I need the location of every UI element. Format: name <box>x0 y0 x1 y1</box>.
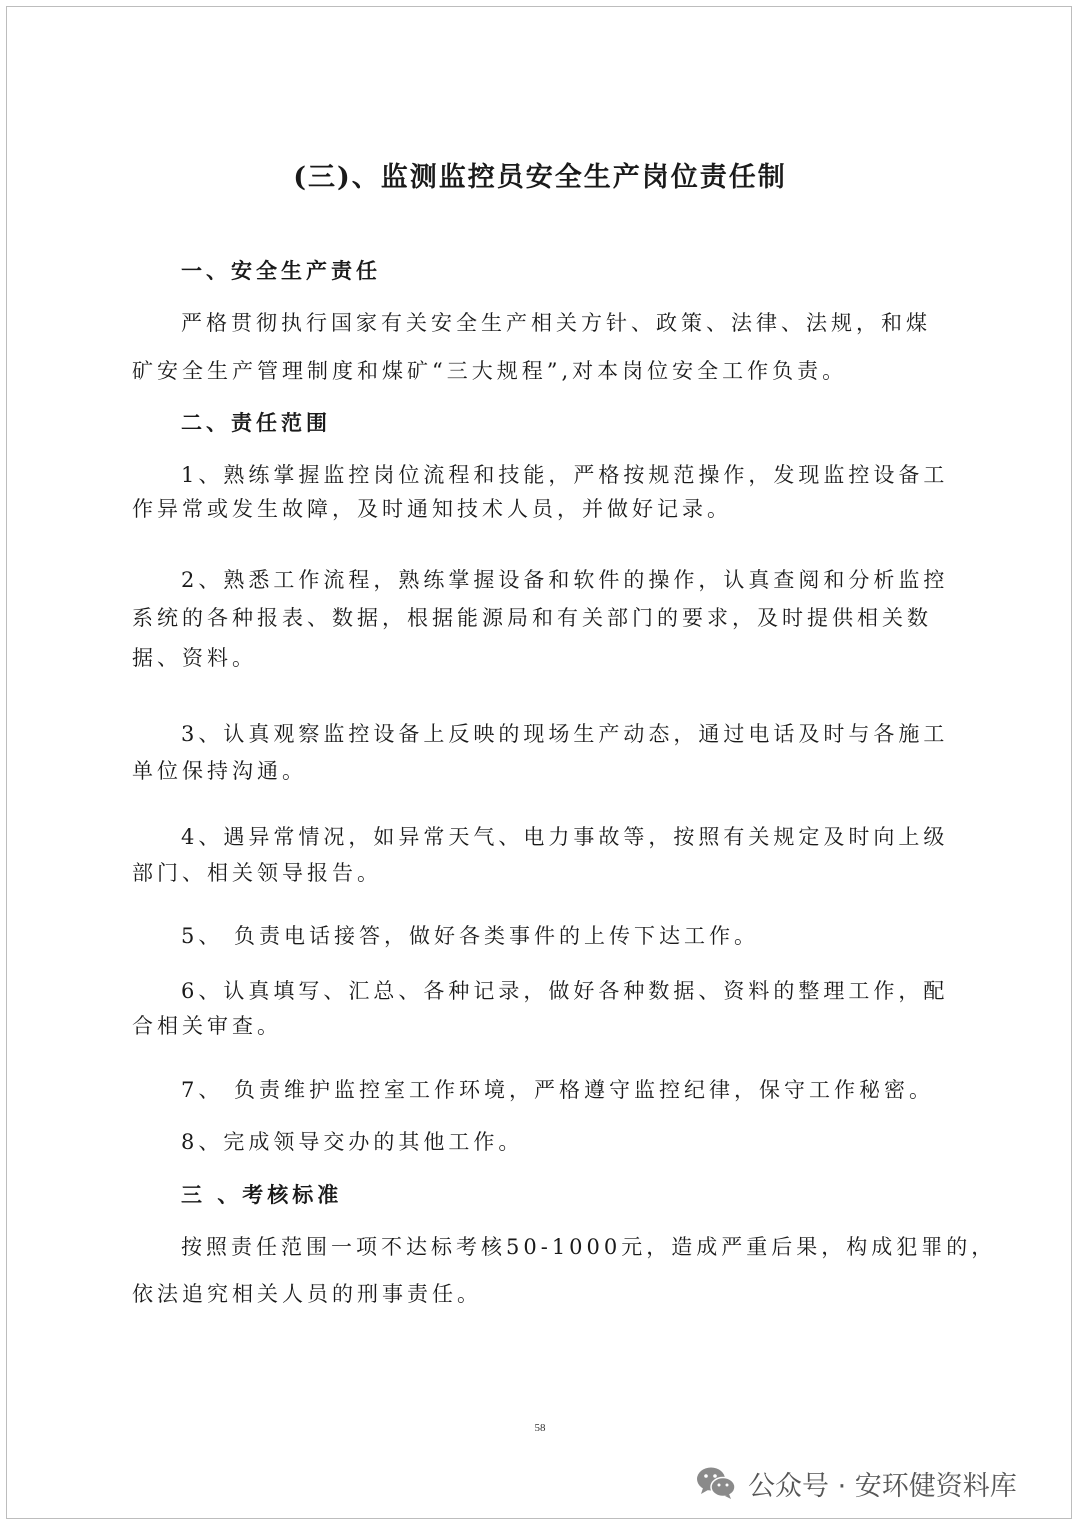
list-item-line: 作异常或发生故障，及时通知技术人员，并做好记录。 <box>132 497 732 521</box>
list-item-line: 3、认真观察监控设备上反映的现场生产动态，通过电话及时与各施工 <box>181 722 949 746</box>
watermark <box>696 1460 1017 1506</box>
section-heading-assessment: 三 、考核标准 <box>181 1182 343 1207</box>
list-item-line: 1、熟练掌握监控岗位流程和技能，严格按规范操作，发现监控设备工 <box>181 463 949 487</box>
paragraph-line: 按照责任范围一项不达标考核50-1000元，造成严重后果，构成犯罪的， <box>181 1235 997 1259</box>
list-item-line: 2、熟悉工作流程，熟练掌握设备和软件的操作，认真查阅和分析监控 <box>181 568 949 592</box>
section-heading-responsibility: 一、安全生产责任 <box>181 258 381 283</box>
list-item-line: 单位保持沟通。 <box>132 759 307 783</box>
list-item-line: 合相关审查。 <box>132 1014 282 1038</box>
list-item-line: 7、 负责维护监控室工作环境，严格遵守监控纪律，保守工作秘密。 <box>181 1078 935 1102</box>
section-heading-scope: 二、责任范围 <box>181 410 331 435</box>
list-item-line: 据、资料。 <box>132 646 257 670</box>
paragraph-line: 矿安全生产管理制度和煤矿“三大规程”,对本岗位安全工作负责。 <box>132 359 848 383</box>
paragraph-line: 依法追究相关人员的刑事责任。 <box>132 1282 482 1306</box>
document-title: (三)、监测监控员安全生产岗位责任制 <box>293 162 787 193</box>
list-item-line: 8、完成领导交办的其他工作。 <box>181 1130 524 1154</box>
wechat-icon <box>696 1466 736 1500</box>
list-item-line: 5、 负责电话接答，做好各类事件的上传下达工作。 <box>181 924 760 948</box>
page-number: 58 <box>534 1422 546 1434</box>
list-item-line: 4、遇异常情况，如异常天气、电力事故等，按照有关规定及时向上级 <box>181 825 949 849</box>
watermark-text: 公众号 · 安环健资料库 <box>748 1470 1017 1502</box>
list-item-line: 6、认真填写、汇总、各种记录，做好各种数据、资料的整理工作，配 <box>181 979 949 1003</box>
paragraph-line: 严格贯彻执行国家有关安全生产相关方针、政策、法律、法规，和煤 <box>181 311 931 335</box>
list-item-line: 系统的各种报表、数据，根据能源局和有关部门的要求，及时提供相关数 <box>132 606 932 630</box>
list-item-line: 部门、相关领导报告。 <box>132 861 382 885</box>
